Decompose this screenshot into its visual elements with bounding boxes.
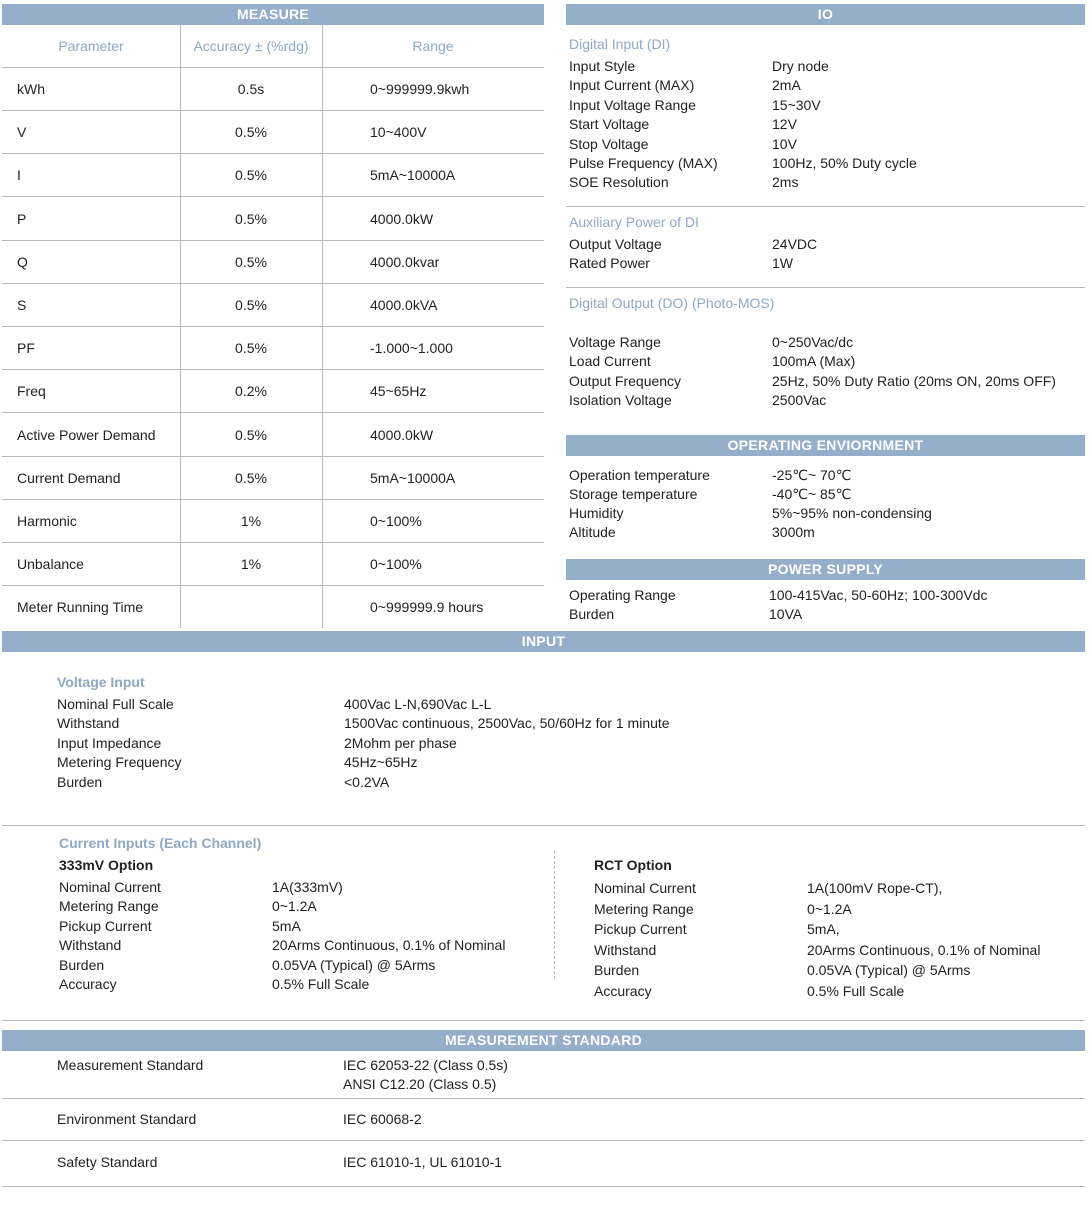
spec-value: 100Hz, 50% Duty cycle [772,154,917,171]
spec-label: Stop Voltage [569,135,649,152]
spec-value: 400Vac L-N,690Vac L-L [344,696,492,712]
accuracy-cell: 1% [240,556,262,573]
current-input-heading: Current Inputs (Each Channel) [59,835,262,851]
accuracy-cell: 0.5% [235,253,267,270]
spec-value: 25Hz, 50% Duty Ratio (20ms ON, 20ms OFF) [772,372,1056,389]
table-row [2,111,544,154]
spec-label: Metering Frequency [57,754,182,771]
standards-divider-1 [2,1098,1085,1099]
spec-label: Burden [59,956,105,973]
list-item [594,878,1074,899]
spec-value: 100mA (Max) [772,353,856,370]
param-cell: PF [17,340,35,357]
standard-label-environment: Environment Standard [57,1111,197,1127]
standard-value-measurement-2: ANSI C12.20 (Class 0.5) [343,1076,497,1092]
param-cell: Unbalance [17,556,84,573]
measure-column-header: Accuracy ± (%rdg) [193,38,309,54]
range-cell: 5mA~10000A [370,469,456,486]
spec-value: 20Arms Continuous, 0.1% of Nominal [807,941,1041,958]
spec-value: 5mA, [807,921,840,938]
table-row [2,154,544,197]
table-row [2,68,544,111]
param-cell: Meter Running Time [17,599,144,616]
standards-divider-2 [2,1140,1085,1141]
spec-value: 12V [772,116,797,133]
table-row [2,327,544,370]
spec-value: 10V [772,135,797,152]
list-item [569,466,1079,485]
spec-value: 0.05VA (Typical) @ 5Arms [807,962,971,979]
spec-label: Accuracy [59,975,117,992]
standard-value-environment: IEC 60068-2 [343,1111,422,1127]
list-item [569,504,1079,523]
list-item [594,981,1074,1002]
accuracy-cell: 0.2% [235,383,267,400]
list-item [569,115,1079,134]
standard-value-safety: IEC 61010-1, UL 61010-1 [343,1154,503,1170]
option-333mv-title: 333mV Option [59,857,154,873]
standard-label-measurement: Measurement Standard [57,1057,204,1073]
list-item [569,57,1079,76]
spec-value: 1W [772,255,793,272]
spec-value: 24VDC [772,236,818,252]
list-item [594,940,1074,961]
table-row [2,198,544,241]
list-item [569,352,1079,371]
range-cell: 5mA~10000A [370,167,456,184]
list-item [569,154,1079,173]
param-cell: Active Power Demand [17,426,156,443]
param-cell: Harmonic [17,513,77,529]
spec-label: SOE Resolution [569,174,669,191]
spec-label: Voltage Range [569,334,661,350]
list-item [569,135,1079,154]
accuracy-cell: 0.5% [235,210,267,227]
spec-label: Metering Range [59,898,159,915]
accuracy-cell: 1% [240,513,262,529]
measure-header-row [2,25,544,68]
range-cell: 10~400V [370,124,427,141]
list-item [569,76,1079,95]
spec-label: Output Frequency [569,372,682,389]
list-item [569,605,1079,624]
list-item [59,975,539,994]
list-item [569,96,1079,115]
accuracy-cell: 0.5% [235,426,267,443]
accuracy-cell: 0.5% [235,297,267,313]
list-item [569,235,1079,254]
io-header: IO [566,4,1085,25]
spec-label: Humidity [569,505,624,521]
spec-value: 45Hz~65Hz [344,754,418,771]
list-item [594,899,1074,920]
spec-value: 0.5% Full Scale [272,975,370,992]
list-item [569,485,1079,504]
spec-label: Operating Range [569,587,676,603]
power-header: POWER SUPPLY [566,559,1085,580]
table-row [2,414,544,457]
io-divider-2 [566,287,1085,288]
spec-value: 5%~95% non-condensing [772,505,932,521]
spec-label: Storage temperature [569,486,698,502]
spec-value: 3000m [772,524,815,540]
list-item [569,254,1079,273]
list-item [59,897,539,916]
io-divider-1 [566,206,1085,207]
list-item [569,333,1079,352]
voltage-input-spec-list [57,695,957,792]
list-item [59,936,539,955]
spec-value: Dry node [772,58,829,74]
spec-label: Isolation Voltage [569,392,672,409]
spec-value: 0~250Vac/dc [772,334,854,350]
accuracy-cell: 0.5% [235,124,267,141]
measure-column-header: Range [412,38,454,54]
spec-label: Pickup Current [594,921,687,938]
list-item [594,919,1074,940]
spec-value: 0~1.2A [272,898,317,915]
measure-column-header: Parameter [58,38,124,54]
spec-value: 0.5% Full Scale [807,982,905,999]
table-row [2,241,544,284]
spec-label: Input Current (MAX) [569,77,695,94]
option-333mv-spec-list [59,878,539,994]
spec-label: Pulse Frequency (MAX) [569,154,718,171]
list-item [569,173,1079,192]
spec-label: Input Impedance [57,734,162,751]
spec-value: 1A(100mV Rope-CT), [807,880,943,896]
environment-spec-list [569,466,1079,542]
spec-label: Nominal Current [59,879,161,895]
table-row [2,457,544,500]
table-row [2,500,544,543]
spec-label: Nominal Current [594,880,696,896]
power-spec-list [569,586,1079,624]
standards-header: MEASUREMENT STANDARD [2,1030,1085,1051]
spec-value: 1500Vac continuous, 2500Vac, 50/60Hz for 1 minute [344,715,670,732]
range-cell: 0~100% [370,556,422,573]
param-cell: Q [17,253,28,270]
list-item [57,734,957,753]
spec-value: -40℃~ 85℃ [772,486,852,502]
input-divider [2,825,1085,826]
list-item [59,878,539,897]
param-cell: P [17,210,27,227]
list-item [569,372,1079,391]
standards-bottom-rule [2,1186,1085,1187]
spec-value: -25℃~ 70℃ [772,467,852,483]
range-cell: -1.000~1.000 [370,340,453,357]
spec-label: Accuracy [594,982,652,999]
accuracy-cell [180,586,322,629]
spec-label: Input Voltage Range [569,96,696,113]
range-cell: 45~65Hz [370,383,427,400]
standard-value-measurement-1: IEC 62053-22 (Class 0.5s) [343,1057,508,1073]
do-heading: Digital Output (DO) (Photo-MOS) [569,295,775,311]
range-cell: 4000.0kVA [370,297,438,313]
do-spec-list [569,333,1079,411]
table-row [2,284,544,327]
param-cell: S [17,297,27,313]
spec-value: 0.05VA (Typical) @ 5Arms [272,956,436,973]
list-item [569,523,1079,542]
spec-value: 1A(333mV) [272,879,343,895]
param-cell: Current Demand [17,469,121,486]
table-row [2,370,544,413]
option-rct-spec-list [594,878,1074,1002]
list-item [57,714,957,733]
table-row [2,543,544,586]
options-dashed-divider [554,851,555,979]
spec-label: Burden [594,962,640,979]
spec-value: 20Arms Continuous, 0.1% of Nominal [272,937,506,954]
standards-top-rule [2,1020,1085,1021]
accuracy-cell: 0.5s [237,81,265,97]
spec-label: Burden [57,773,103,790]
range-cell: 0~100% [370,513,422,529]
spec-value: 0~1.2A [807,900,852,917]
spec-label: Altitude [569,524,616,540]
range-cell: 0~999999.9kwh [370,81,470,97]
spec-value: 2ms [772,174,799,191]
spec-value: 5mA [272,917,301,934]
table-row [2,586,544,629]
range-cell: 4000.0kW [370,426,434,443]
spec-label: Rated Power [569,255,650,272]
spec-label: Metering Range [594,900,694,917]
spec-label: Withstand [594,941,657,958]
spec-label: Withstand [59,937,122,954]
accuracy-cell: 0.5% [235,340,267,357]
range-cell: 4000.0kvar [370,253,440,270]
aux-heading: Auxiliary Power of DI [569,214,699,230]
environment-header: OPERATING ENVIORNMENT [566,435,1085,456]
spec-label: Load Current [569,353,651,370]
spec-label: Pickup Current [59,917,152,934]
spec-label: Nominal Full Scale [57,696,174,712]
spec-value: 2500Vac [772,392,827,409]
list-item [594,960,1074,981]
spec-label: Start Voltage [569,116,650,133]
list-item [569,586,1079,605]
spec-label: Input Style [569,58,636,74]
spec-label: Output Voltage [569,236,662,252]
spec-value: 100-415Vac, 50-60Hz; 100-300Vdc [769,587,988,603]
list-item [57,753,957,772]
param-cell: I [17,167,21,184]
option-rct-title: RCT Option [594,857,672,873]
param-cell: Freq [17,383,46,400]
range-cell: 4000.0kW [370,210,434,227]
aux-spec-list [569,235,1079,274]
param-cell: V [17,124,27,141]
spec-value: 10VA [769,606,803,622]
spec-label: Operation temperature [569,467,710,483]
param-cell: kWh [17,81,45,97]
list-item [59,917,539,936]
accuracy-cell: 0.5% [235,167,267,184]
di-spec-list [569,57,1079,193]
list-item [57,773,957,792]
spec-value: 2Mohm per phase [344,734,457,751]
range-cell: 0~999999.9 hours [370,599,484,616]
spec-label: Burden [569,606,615,622]
spec-label: Withstand [57,715,120,732]
di-heading: Digital Input (DI) [569,36,671,52]
measure-header: MEASURE [2,4,544,25]
spec-value: <0.2VA [344,773,390,790]
input-header: INPUT [2,631,1085,652]
measure-table [2,25,544,629]
spec-value: 15~30V [772,96,821,113]
voltage-input-heading: Voltage Input [57,674,145,690]
list-item [57,695,957,714]
accuracy-cell: 0.5% [235,469,267,486]
list-item [59,956,539,975]
standard-label-safety: Safety Standard [57,1154,158,1170]
list-item [569,391,1079,410]
spec-value: 2mA [772,77,801,94]
